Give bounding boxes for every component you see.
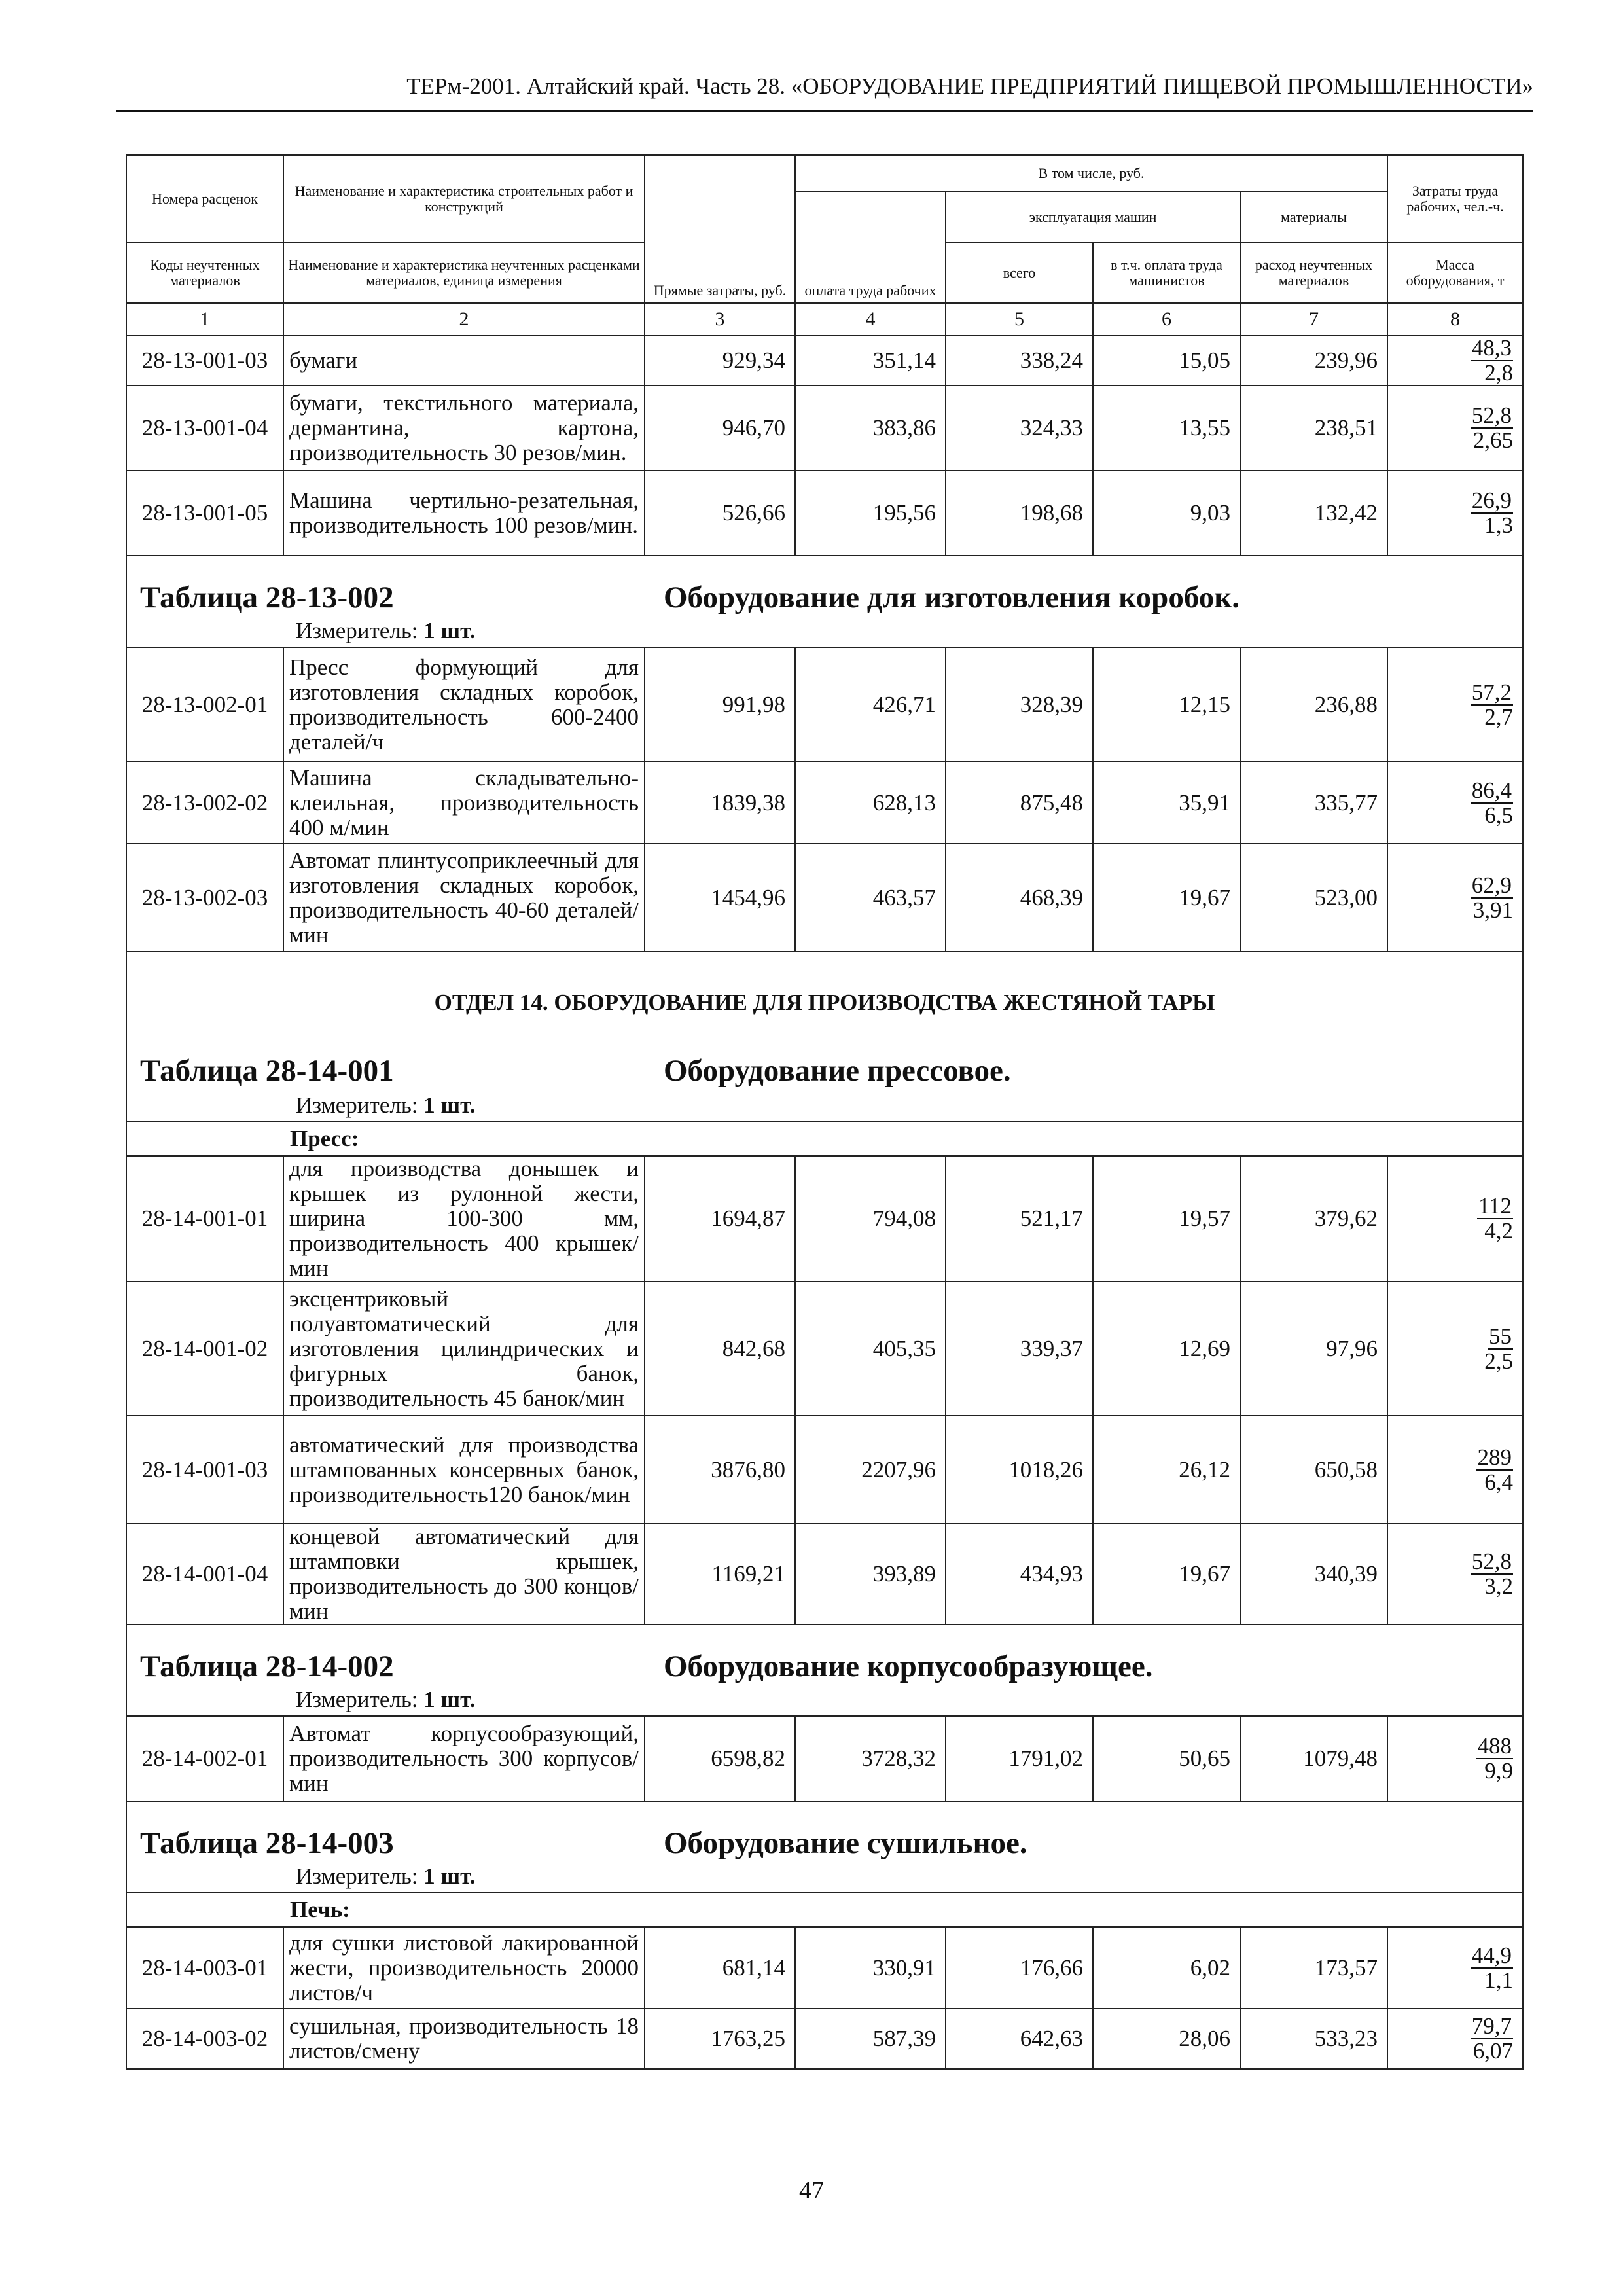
row-mass: 2,5 [1484, 1348, 1514, 1374]
row-machines-wages: 15,05 [1093, 336, 1240, 386]
unit-label: Измеритель: [296, 1687, 418, 1712]
table-row [126, 1156, 1523, 1282]
hdr-materials: материалы [1240, 192, 1387, 243]
row-labor: 289 [1477, 1444, 1512, 1470]
index-row [126, 303, 1523, 336]
row-machines-total: 198,68 [946, 471, 1093, 556]
row-direct-cost: 946,70 [645, 386, 795, 471]
row-mass: 2,8 [1484, 360, 1514, 386]
row-labor-mass [1387, 1927, 1523, 2009]
hdr-machines-wages: в т.ч. оплата труда машинистов [1093, 243, 1240, 303]
header-row-1 [126, 155, 1523, 192]
row-code: 28-14-002-01 [126, 1716, 283, 1801]
table-title: Таблица 28-13-002 [140, 581, 394, 615]
hdr-incl: В том числе, руб. [795, 155, 1387, 192]
unit-value: 1 шт. [423, 618, 476, 643]
hdr-wages: оплата труда рабочих [795, 192, 946, 303]
row-materials: 97,96 [1240, 1282, 1387, 1416]
row-machines-total: 338,24 [946, 336, 1093, 386]
row-wages: 628,13 [795, 762, 946, 844]
index-cell: 1 [126, 303, 283, 336]
unit-label: Измеритель: [296, 1863, 418, 1889]
row-mass: 6,4 [1484, 1469, 1514, 1495]
table-row [126, 844, 1523, 952]
row-code: 28-14-003-01 [126, 1927, 283, 2009]
rows-group-28-13-002 [126, 647, 1523, 952]
unit-label: Измеритель: [296, 1092, 418, 1118]
table-row [126, 336, 1523, 386]
index-cell: 3 [645, 303, 795, 336]
row-machines-total: 468,39 [946, 844, 1093, 952]
hdr-mass: Масса оборудования, т [1387, 243, 1523, 303]
index-cell: 7 [1240, 303, 1387, 336]
row-direct-cost: 526,66 [645, 471, 795, 556]
header-title: ТЕРм-2001. Алтайский край. Часть 28. «ОБОРУДОВАНИЕ ПРЕДПРИЯТИЙ ПИЩЕВОЙ ПРОМЫШЛЕННОСТИ» [406, 73, 1533, 99]
row-wages: 383,86 [795, 386, 946, 471]
hdr-material-names: Наименование и характеристика неучтенных расценками материалов, единица измерения [283, 243, 645, 303]
row-machines-wages: 50,65 [1093, 1716, 1240, 1801]
table-description: Оборудование для изготовления коробок. [664, 581, 1240, 615]
row-direct-cost: 1694,87 [645, 1156, 795, 1282]
row-machines-wages: 6,02 [1093, 1927, 1240, 2009]
row-machines-wages: 12,15 [1093, 647, 1240, 762]
row-labor: 26,9 [1471, 488, 1512, 513]
table-title: Таблица 28-14-002 [140, 1649, 394, 1683]
hdr-labor: Затраты труда рабочих, чел.-ч. [1387, 155, 1523, 243]
row-mass: 6,5 [1484, 802, 1514, 828]
row-machines-wages: 28,06 [1093, 2009, 1240, 2069]
row-machines-total: 339,37 [946, 1282, 1093, 1416]
table-row [126, 471, 1523, 556]
row-description: концевой автоматический для штамповки крышек, производительность до 300 концов/мин [283, 1524, 645, 1624]
row-description: Автомат плинтусоприклеечный для изготовления складных коробок, производительность 40-60 деталей/мин [283, 844, 645, 952]
unit-value: 1 шт. [423, 1863, 476, 1889]
row-labor-mass [1387, 1416, 1523, 1524]
table-row [126, 1524, 1523, 1624]
row-labor: 488 [1477, 1733, 1512, 1759]
row-description: Машина складывательно-клеильная, производительность 400 м/мин [283, 762, 645, 844]
row-mass: 1,3 [1484, 512, 1514, 538]
row-machines-total: 1018,26 [946, 1416, 1093, 1524]
row-materials: 239,96 [1240, 336, 1387, 386]
table-row [126, 762, 1523, 844]
rows-group-28-14-002 [126, 1716, 1523, 1801]
index-cell: 8 [1387, 303, 1523, 336]
row-machines-total: 642,63 [946, 2009, 1093, 2069]
row-materials: 340,39 [1240, 1524, 1387, 1624]
row-labor: 52,8 [1471, 403, 1512, 428]
row-machines-wages: 12,69 [1093, 1282, 1240, 1416]
row-labor: 57,2 [1471, 679, 1512, 705]
unit-value: 1 шт. [423, 1687, 476, 1712]
page-header [116, 73, 1533, 112]
row-code: 28-14-003-02 [126, 2009, 283, 2069]
section-title: ОТДЕЛ 14. ОБОРУДОВАНИЕ ДЛЯ ПРОИЗВОДСТВА ЖЕСТЯНОЙ ТАРЫ [126, 952, 1523, 1053]
row-materials: 236,88 [1240, 647, 1387, 762]
row-labor-mass [1387, 647, 1523, 762]
row-wages: 794,08 [795, 1156, 946, 1282]
unit-value: 1 шт. [423, 1092, 476, 1118]
row-labor: 62,9 [1471, 872, 1512, 898]
row-code: 28-13-001-03 [126, 336, 283, 386]
row-wages: 330,91 [795, 1927, 946, 2009]
row-machines-wages: 19,57 [1093, 1156, 1240, 1282]
row-code: 28-14-001-03 [126, 1416, 283, 1524]
row-materials: 238,51 [1240, 386, 1387, 471]
row-mass: 3,2 [1484, 1573, 1514, 1599]
page-number: 47 [799, 2177, 824, 2204]
index-cell: 4 [795, 303, 946, 336]
hdr-material-codes: Коды неучтенных материалов [126, 243, 283, 303]
row-labor: 86,4 [1471, 777, 1512, 803]
row-machines-total: 176,66 [946, 1927, 1093, 2009]
hdr-materials-unaccounted: расход неучтенных материалов [1240, 243, 1387, 303]
row-direct-cost: 842,68 [645, 1282, 795, 1416]
row-wages: 3728,32 [795, 1716, 946, 1801]
row-description: Машина чертильно-резательная, производительность 100 резов/мин. [283, 471, 645, 556]
row-wages: 393,89 [795, 1524, 946, 1624]
table-28-13-002-header [126, 556, 1523, 647]
row-materials: 379,62 [1240, 1156, 1387, 1282]
row-machines-total: 434,93 [946, 1524, 1093, 1624]
row-machines-wages: 35,91 [1093, 762, 1240, 844]
row-wages: 405,35 [795, 1282, 946, 1416]
row-wages: 2207,96 [795, 1416, 946, 1524]
row-labor-mass [1387, 844, 1523, 952]
row-mass: 2,7 [1484, 704, 1514, 730]
row-labor: 112 [1478, 1193, 1512, 1219]
row-mass: 4,2 [1484, 1218, 1514, 1244]
table-row [126, 2009, 1523, 2069]
row-wages: 426,71 [795, 647, 946, 762]
row-direct-cost: 1839,38 [645, 762, 795, 844]
row-code: 28-13-001-04 [126, 386, 283, 471]
table-row [126, 386, 1523, 471]
row-mass: 1,1 [1484, 1967, 1514, 1993]
row-description: Автомат корпусообразующий, производительность 300 корпусов/мин [283, 1716, 645, 1801]
row-code: 28-13-001-05 [126, 471, 283, 556]
table-description: Оборудование прессовое. [664, 1054, 1011, 1088]
rows-group-28-14-001 [126, 1156, 1523, 1624]
table-title: Таблица 28-14-003 [140, 1826, 394, 1860]
row-materials: 132,42 [1240, 471, 1387, 556]
row-code: 28-13-002-02 [126, 762, 283, 844]
row-direct-cost: 3876,80 [645, 1416, 795, 1524]
row-labor-mass [1387, 1156, 1523, 1282]
rows-group-28-14-003 [126, 1927, 1523, 2069]
row-wages: 587,39 [795, 2009, 946, 2069]
hdr-codes: Номера расценок [126, 155, 283, 243]
row-materials: 650,58 [1240, 1416, 1387, 1524]
hdr-machines: эксплуатация машин [946, 192, 1240, 243]
row-direct-cost: 1454,96 [645, 844, 795, 952]
hdr-direct: Прямые затраты, руб. [645, 155, 795, 303]
table-row [126, 1927, 1523, 2009]
row-labor-mass [1387, 336, 1523, 386]
row-machines-total: 875,48 [946, 762, 1093, 844]
row-code: 28-13-002-01 [126, 647, 283, 762]
row-description: эксцентриковый полуавтоматический для изготовления цилиндрических и фигурных банок, производительность 45 банок/мин [283, 1282, 645, 1416]
row-labor-mass [1387, 1282, 1523, 1416]
table-title: Таблица 28-14-001 [140, 1054, 394, 1088]
row-description: для сушки листовой лакированной жести, производительность 20000 листов/ч [283, 1927, 645, 2009]
table-row [126, 1282, 1523, 1416]
row-materials: 523,00 [1240, 844, 1387, 952]
row-labor-mass [1387, 1524, 1523, 1624]
row-code: 28-14-001-04 [126, 1524, 283, 1624]
row-machines-wages: 19,67 [1093, 844, 1240, 952]
hdr-machines-total: всего [946, 243, 1093, 303]
row-code: 28-13-002-03 [126, 844, 283, 952]
row-description: для производства донышек и крышек из рулонной жести, ширина 100-300 мм, производительность 400 крышек/мин [283, 1156, 645, 1282]
group-title: Пресс: [283, 1122, 1523, 1156]
row-materials: 335,77 [1240, 762, 1387, 844]
row-machines-total: 328,39 [946, 647, 1093, 762]
row-code: 28-14-001-02 [126, 1282, 283, 1416]
row-materials: 1079,48 [1240, 1716, 1387, 1801]
row-direct-cost: 929,34 [645, 336, 795, 386]
table-description: Оборудование сушильное. [664, 1826, 1027, 1860]
price-table [126, 154, 1524, 2070]
row-direct-cost: 1169,21 [645, 1524, 795, 1624]
rows-group-28-13-001 [126, 336, 1523, 556]
row-wages: 463,57 [795, 844, 946, 952]
row-machines-total: 521,17 [946, 1156, 1093, 1282]
table-description: Оборудование корпусообразующее. [664, 1649, 1153, 1683]
row-machines-wages: 26,12 [1093, 1416, 1240, 1524]
row-labor: 44,9 [1471, 1942, 1512, 1968]
row-labor: 79,7 [1471, 2013, 1512, 2039]
row-labor-mass [1387, 1716, 1523, 1801]
row-labor-mass [1387, 2009, 1523, 2069]
row-labor-mass [1387, 762, 1523, 844]
row-wages: 195,56 [795, 471, 946, 556]
row-materials: 533,23 [1240, 2009, 1387, 2069]
row-description: бумаги [283, 336, 645, 386]
row-machines-wages: 19,67 [1093, 1524, 1240, 1624]
row-mass: 9,9 [1484, 1758, 1514, 1784]
row-mass: 6,07 [1472, 2038, 1514, 2064]
row-machines-total: 324,33 [946, 386, 1093, 471]
row-machines-wages: 9,03 [1093, 471, 1240, 556]
row-direct-cost: 681,14 [645, 1927, 795, 2009]
table-28-14-002-header [126, 1624, 1523, 1716]
table-row [126, 1716, 1523, 1801]
table-28-14-003-header [126, 1801, 1523, 1927]
row-labor: 48,3 [1471, 335, 1512, 361]
row-direct-cost: 991,98 [645, 647, 795, 762]
index-cell: 6 [1093, 303, 1240, 336]
row-labor-mass [1387, 386, 1523, 471]
index-cell: 2 [283, 303, 645, 336]
unit-label: Измеритель: [296, 618, 418, 643]
index-cell: 5 [946, 303, 1093, 336]
row-description: сушильная, производительность 18 листов/смену [283, 2009, 645, 2069]
table-row [126, 1416, 1523, 1524]
row-mass: 3,91 [1472, 897, 1514, 923]
row-direct-cost: 1763,25 [645, 2009, 795, 2069]
row-description: бумаги, текстильного материала, дермантина, картона, производительность 30 резов/мин. [283, 386, 645, 471]
row-labor: 52,8 [1471, 1549, 1512, 1574]
section-14-header [126, 952, 1523, 1156]
row-machines-total: 1791,02 [946, 1716, 1093, 1801]
row-labor: 55 [1489, 1323, 1512, 1349]
table-row [126, 647, 1523, 762]
row-mass: 2,65 [1472, 427, 1514, 453]
row-labor-mass [1387, 471, 1523, 556]
row-code: 28-14-001-01 [126, 1156, 283, 1282]
row-machines-wages: 13,55 [1093, 386, 1240, 471]
hdr-name: Наименование и характеристика строительных работ и конструкций [283, 155, 645, 243]
row-description: Пресс формующий для изготовления складных коробок, производительность 600-2400 деталей/ч [283, 647, 645, 762]
row-direct-cost: 6598,82 [645, 1716, 795, 1801]
group-title: Печь: [283, 1893, 1523, 1927]
row-description: автоматический для производства штампованных консервных банок, производительность120 банок/мин [283, 1416, 645, 1524]
row-wages: 351,14 [795, 336, 946, 386]
row-materials: 173,57 [1240, 1927, 1387, 2009]
